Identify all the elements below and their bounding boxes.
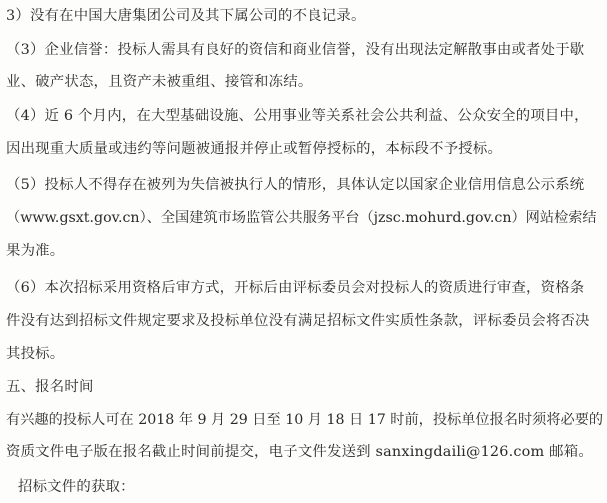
paragraph-line-3: 业、破产状态，且资产未被重组、接管和冻结。 [6,74,313,90]
paragraph-line-10: 件没有达到招标文件规定要求及投标单位没有满足招标文件实质性条款，评标委员会将否决 [6,313,590,329]
paragraph-line-15: 招标文件的获取： [18,479,135,495]
paragraph-line-6: （5）投标人不得存在被列为失信被执行人的情形，具体认定以国家企业信用信息公示系统 [6,177,585,193]
paragraph-line-11: 其投标。 [6,346,65,362]
paragraph-line-14: 资质文件电子版在报名截止时间前提交，电子文件发送到 sanxingdaili@126.com 邮箱。 [6,444,593,460]
paragraph-line-2: （3）企业信誉：投标人需具有良好的资信和商业信誉，没有出现法定解散事由或者处于歇 [6,42,585,58]
paragraph-line-9: （6）本次招标采用资格后审方式，开标后由评标委员会对投标人的资质进行审查，资格条 [6,280,585,296]
paragraph-line-1: 3）没有在中国大唐集团公司及其下属公司的不良记录。 [6,8,366,24]
paragraph-line-5: 因出现重大质量或违约等问题被通报并停止或暂停授标的，本标段不予授标。 [6,141,503,157]
paragraph-line-13: 有兴趣的投标人可在 2018 年 9 月 29 日至 10 月 18 日 17 时前，投标单位报名时须将必要的 [6,412,604,428]
section-heading: 五、报名时间 [6,379,94,395]
paragraph-line-7: （www.gsxt.gov.cn）、全国建筑市场监管公共服务平台（jzsc.mohurd.gov.cn）网站检索结 [6,210,597,226]
paragraph-line-8: 果为准。 [6,243,65,259]
paragraph-line-4: （4）近 6 个月内，在大型基础设施、公用事业等关系社会公共利益、公众安全的项目中， [6,108,589,124]
